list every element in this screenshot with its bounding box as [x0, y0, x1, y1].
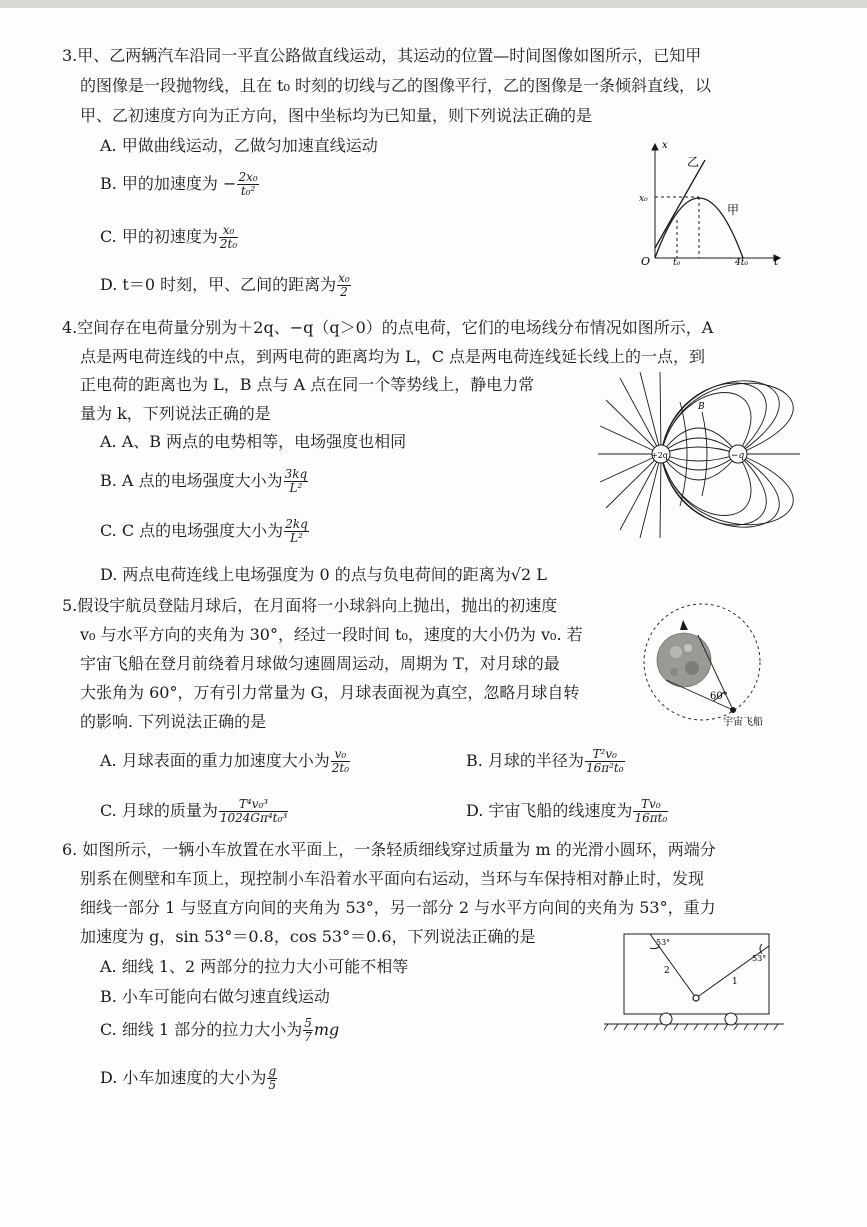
q6-c-den: 7 [304, 1030, 312, 1044]
q4-option-d: D. 两点电荷连线上电场强度为 0 的点与负电荷间的距离为√2 L [100, 565, 547, 584]
q3-option-d-fraction [337, 272, 351, 299]
q5-option-b-fraction [585, 748, 625, 775]
q5-angle-label: 60° [710, 691, 728, 702]
q3-y-axis-label: x [662, 140, 668, 151]
q4-c-num: 2kq [285, 517, 308, 531]
q4-electric-field-diagram [598, 372, 800, 540]
q3-c-den: 2t₀ [219, 237, 238, 251]
scan-top-band [0, 0, 867, 8]
q6-side-angle-label: 53° [752, 954, 767, 963]
q5-spaceship-label: 宇宙飞船 [723, 717, 763, 728]
q6-option-c-fraction [303, 1017, 313, 1044]
q5-option-c-fraction [219, 798, 288, 825]
q6-option-c-tail: mg [313, 1020, 340, 1039]
q3-stem-line-1: 3.甲、乙两辆汽车沿同一平直公路做直线运动，其运动的位置—时间图像如图所示，已知甲 [62, 46, 702, 65]
q5-stem-line-4: 大张角为 60°，万有引力常量为 G，月球表面视为真空，忽略月球自转 [80, 683, 580, 702]
q6-left-wheel [660, 1013, 672, 1025]
q6-option-d-fraction [267, 1065, 277, 1092]
q3-curve-jia-label: 甲 [727, 203, 740, 217]
q4-point-b-label: B [698, 402, 705, 412]
q5-d-den: 16πt₀ [634, 811, 668, 825]
q5-stem-line-3: 宇宙飞船在登月前绕着月球做匀速圆周运动，周期为 T，对月球的最 [80, 654, 560, 673]
q3-origin-label: O [641, 255, 651, 266]
q4-option-b-fraction [284, 468, 309, 495]
q5-stem-line-1: 5.假设宇航员登陆月球后，在月面将一小球斜向上抛出，抛出的初速度 [62, 596, 558, 615]
q4-b-den: L² [289, 481, 303, 495]
q6-cart-body [624, 934, 769, 1014]
q4-option-c [100, 518, 310, 545]
q3-4t0-label: 4t₀ [735, 258, 748, 266]
q3-position-time-graph [635, 138, 785, 266]
q3-b-num: 2x₀ [238, 170, 258, 184]
q3-d-num: x₀ [338, 271, 350, 285]
q3-x-axis-label: t [774, 255, 779, 266]
q3-option-d [100, 272, 352, 299]
q3-t0-label: t₀ [673, 258, 681, 266]
q3-stem-line-2: 的图像是一段抛物线，且在 t₀ 时刻的切线与乙的图像平行，乙的图像是一条倾斜直线，以 [80, 76, 712, 95]
q4-option-a: A. A、B 两点的电势相等，电场强度也相同 [100, 432, 407, 451]
q3-option-c-text: C. 甲的初速度为 [100, 227, 218, 246]
q4-stem-line-4: 量为 k，下列说法正确的是 [80, 404, 271, 423]
q5-c-num: T⁴v₀³ [219, 798, 288, 812]
q4-stem-line-3: 正电荷的距离也为 L，B 点与 A 点在同一个等势线上，静电力常 [80, 375, 535, 394]
q3-option-b-fraction [237, 171, 258, 198]
q6-c-num: 5 [304, 1016, 312, 1030]
q4-option-c-text: C. C 点的电场强度大小为 [100, 521, 284, 540]
q3-option-b-text: B. 甲的加速度为 − [100, 174, 237, 193]
q5-spaceship-icon [730, 707, 736, 713]
q6-d-num: g [268, 1064, 277, 1078]
q3-option-c-fraction [219, 224, 238, 251]
q4-option-b-text: B. A 点的电场强度大小为 [100, 471, 283, 490]
q3-curve-yi-label: 乙 [687, 155, 700, 169]
q6-option-b: B. 小车可能向右做匀速直线运动 [100, 987, 330, 1006]
q5-a-num: v₀ [331, 748, 350, 762]
q5-option-c-text: C. 月球的质量为 [100, 801, 218, 820]
q5-stem-line-2: v₀ 与水平方向的夹角为 30°，经过一段时间 t₀，速度的大小仍为 v₀. 若 [80, 625, 583, 644]
q3-option-d-text: D. t＝0 时刻，甲、乙间的距离为 [100, 275, 337, 294]
q5-option-a-fraction [331, 748, 350, 775]
q6-stem-line-3: 细线一部分 1 与竖直方向间的夹角为 53°，另一部分 2 与水平方向间的夹角为 53°，重力 [80, 898, 716, 917]
q5-option-d-text: D. 宇宙飞船的线速度为 [466, 801, 633, 820]
q3-c-num: x₀ [219, 224, 238, 238]
q3-b-den: t₀² [240, 184, 256, 198]
q6-cart-diagram [604, 928, 784, 1038]
q4-c-den: L² [290, 531, 303, 545]
q5-option-b-text: B. 月球的半径为 [466, 751, 584, 770]
q3-option-c [100, 224, 239, 251]
q6-option-a: A. 细线 1、2 两部分的拉力大小可能不相等 [100, 957, 409, 976]
q5-stem-line-5: 的影响. 下列说法正确的是 [80, 712, 267, 731]
q6-d-den: 5 [268, 1078, 277, 1092]
q6-option-d-text: D. 小车加速度的大小为 [100, 1068, 267, 1087]
q5-b-num: T²v₀ [585, 748, 625, 762]
q3-d-den: 2 [340, 285, 348, 299]
q5-option-a-text: A. 月球表面的重力加速度大小为 [100, 751, 330, 770]
q4-positive-charge-label: +2q [651, 451, 668, 460]
q6-option-c [100, 1017, 339, 1044]
q4-negative-charge-label: −q [731, 451, 745, 461]
q6-segment-1-label: 1 [732, 977, 738, 987]
q5-moon-orbit-diagram [622, 596, 792, 742]
q5-b-den: 16π²t₀ [585, 761, 624, 775]
q5-moon [657, 633, 711, 687]
q6-ring [693, 995, 699, 1001]
q6-option-d [100, 1065, 278, 1092]
q4-option-c-fraction [284, 518, 309, 545]
q4-option-b [100, 468, 309, 495]
q6-right-wheel [725, 1013, 737, 1025]
q6-segment-2-label: 2 [664, 966, 670, 976]
q4-stem-line-2: 点是两电荷连线的中点，到两电荷的距离均为 L，C 点是两电荷连线延长线上的一点，到 [80, 347, 706, 366]
q5-option-b [466, 748, 626, 775]
q5-option-d-fraction [633, 798, 668, 825]
q6-stem-line-4: 加速度为 g，sin 53°＝0.8，cos 53°＝0.6，下列说法正确的是 [80, 927, 536, 946]
q5-a-den: 2t₀ [331, 761, 350, 775]
q6-stem-line-1: 6. 如图所示，一辆小车放置在水平面上，一条轻质细线穿过质量为 m 的光滑小圆环，两端分 [62, 840, 716, 859]
q3-x0-label: x₀ [639, 194, 648, 204]
q5-option-c [100, 798, 289, 825]
q4-b-num: 3kq [284, 467, 308, 481]
q5-option-a [100, 748, 351, 775]
q5-d-num: Tv₀ [633, 798, 668, 812]
q3-option-a: A. 甲做曲线运动，乙做匀加速直线运动 [100, 136, 378, 155]
q6-stem-line-2: 别系在侧壁和车顶上，现控制小车沿着水平面向右运动，当环与车保持相对静止时，发现 [80, 869, 705, 888]
q5-c-den: 1024Gπ⁴t₀³ [219, 811, 288, 825]
q5-option-d [466, 798, 669, 825]
q6-top-angle-label: 53° [656, 938, 671, 947]
q3-stem-line-3: 甲、乙初速度方向为正方向，图中坐标均为已知量，则下列说法正确的是 [80, 106, 593, 125]
q6-option-c-text: C. 细线 1 部分的拉力大小为 [100, 1020, 303, 1039]
q3-option-b [100, 171, 260, 198]
q4-stem-line-1: 4.空间存在电荷量分别为＋2q、−q（q＞0）的点电荷，它们的电场线分布情况如图所示，A [62, 318, 714, 337]
